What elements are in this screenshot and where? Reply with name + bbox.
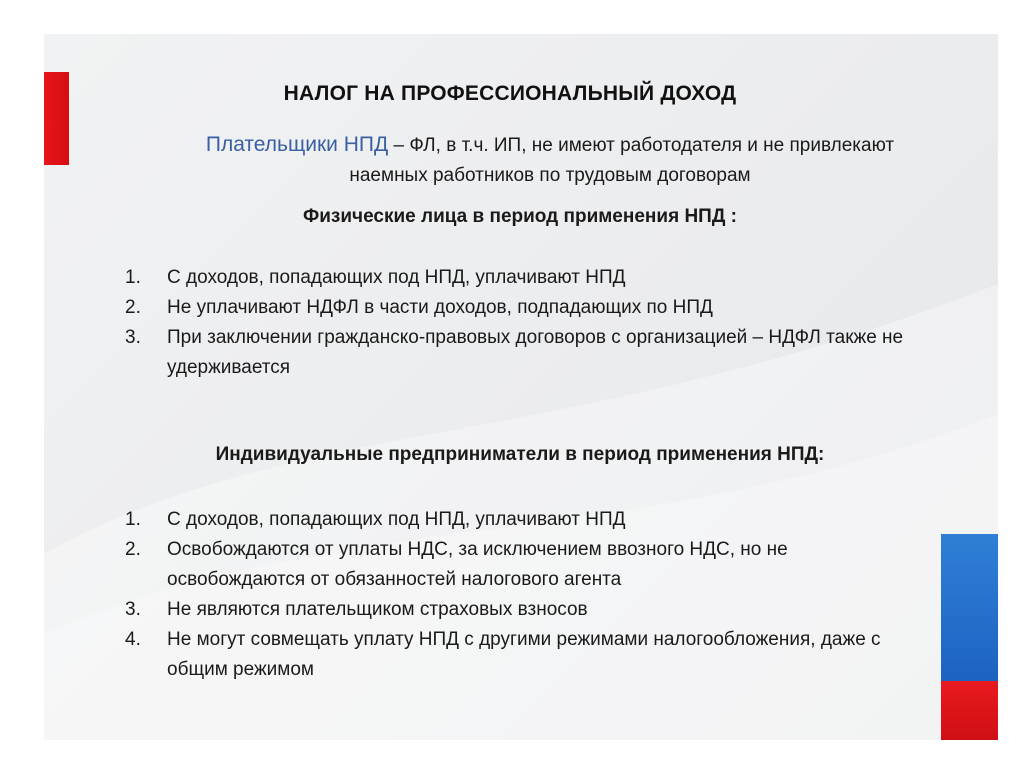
flag-red-stripe bbox=[941, 681, 998, 740]
intro-line2: наемных работников по трудовым договорам bbox=[349, 165, 751, 186]
intro-line1-rest: – ФЛ, в т.ч. ИП, не имеют работодателя и не привлекают bbox=[388, 135, 895, 156]
list-item-number: 3. bbox=[125, 327, 141, 348]
list-item bbox=[125, 625, 905, 685]
section2-list bbox=[125, 505, 905, 685]
intro-paragraph bbox=[150, 130, 950, 191]
section1-heading: Физические лица в период применения НПД : bbox=[303, 206, 737, 227]
list-item-text: Освобождаются от уплаты НДС, за исключением ввозного НДС, но не освобождаются от обязанностей налогового агента bbox=[167, 539, 788, 590]
list-item bbox=[125, 293, 905, 323]
list-item-text: Не могут совмещать уплату НПД с другими режимами налогообложения, даже с общим режимом bbox=[167, 629, 881, 680]
list-item-text: Не уплачивают НДФЛ в части доходов, подпадающих по НПД bbox=[167, 297, 713, 318]
list-item bbox=[125, 535, 905, 595]
list-item-number: 3. bbox=[125, 599, 141, 620]
section2-heading: Индивидуальные предприниматели в период применения НПД: bbox=[215, 444, 825, 465]
slide-title-text: НАЛОГ НА ПРОФЕССИОНАЛЬНЫЙ ДОХОД bbox=[283, 82, 737, 105]
slide-title bbox=[0, 82, 1024, 106]
list-item bbox=[125, 505, 905, 535]
list-item-number: 1. bbox=[125, 267, 141, 288]
list-item-text: Не являются плательщиком страховых взносов bbox=[167, 599, 588, 620]
list-item-text: С доходов, попадающих под НПД, уплачивают НПД bbox=[167, 267, 626, 288]
flag-blue-stripe bbox=[941, 534, 998, 681]
section1-list bbox=[125, 263, 905, 383]
list-item-number: 2. bbox=[125, 539, 141, 560]
list-item-number: 1. bbox=[125, 509, 141, 530]
list-item-text: С доходов, попадающих под НПД, уплачивают НПД bbox=[167, 509, 626, 530]
list-item-number: 2. bbox=[125, 297, 141, 318]
list-item bbox=[125, 595, 905, 625]
list-item bbox=[125, 323, 905, 383]
intro-term: Плательщики НПД bbox=[205, 133, 389, 156]
list-item bbox=[125, 263, 905, 293]
list-item-text: При заключении гражданско-правовых договоров с организацией – НДФЛ также не удерживается bbox=[167, 327, 904, 378]
list-item-number: 4. bbox=[125, 629, 141, 650]
